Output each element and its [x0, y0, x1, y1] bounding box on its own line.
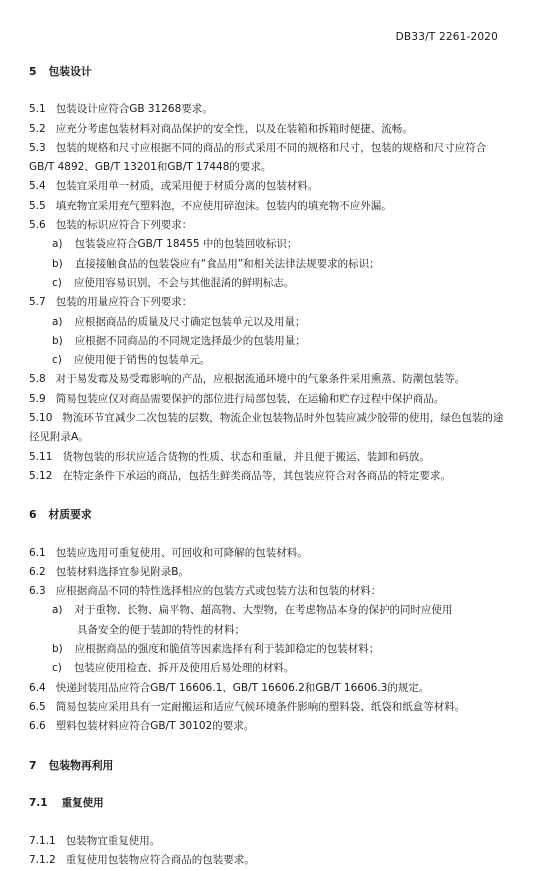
clause-6-6: 6.6 塑料包装材料应符合GB/T 30102的要求。	[29, 720, 255, 733]
clause-5-1: 5.1 包装设计应符合GB 31268要求。	[29, 103, 213, 116]
clause-6-1: 6.1 包装应选用可重复使用、可回收和可降解的包装材料。	[29, 546, 308, 559]
clause-5-7: 5.7 包装的用量应符合下列要求：	[29, 296, 193, 309]
list-item: a) 应根据商品的质量及尺寸确定包装单元以及用量；	[52, 315, 306, 328]
clause-5-11: 5.11 货物包装的形状应适合货物的性质、状态和重量，并且便于搬运、装卸和码放。	[29, 450, 430, 463]
list-item: c) 应使用容易识别，不会与其他混淆的鲜明标志。	[52, 276, 295, 289]
clause-5-10: 5.10 物流环节宜减少二次包装的层数，物流企业包装物品时外包装应减少胶带的使用，绿色包装的途径见附录A。	[29, 412, 504, 444]
list-item: a) 包装袋应符合GB/T 18455 中的包装回收标识；	[52, 238, 298, 251]
list-item: b) 应根据不同商品的不同规定选择最少的包装用量；	[52, 334, 306, 347]
list-item: b) 应根据商品的强度和脆值等因素选择有利于装卸稳定的包装材料；	[52, 643, 380, 656]
clause-5-3: 5.3 包装的规格和尺寸应根据不同的商品的形式采用不同的规格和尺寸，包装的规格和尺寸应符合GB/T 4892、GB/T 13201和GB/T 17448的要求。	[29, 141, 487, 174]
section-heading-7-1: 7.1 重复使用	[29, 796, 104, 809]
clause-5-8: 5.8 对于易发霉及易受霉影响的产品，应根据流通环境中的气象条件采用熏蒸、防潮包装等。	[29, 373, 466, 386]
list-item: c) 包装应使用检查、拆开及使用后易处理的材料。	[52, 662, 295, 675]
list-item: c) 应使用便于销售的包装单元。	[52, 354, 211, 367]
list-item: b) 直接接触食品的包装袋应有“食品用”和相关法律法规要求的标识；	[52, 257, 380, 270]
document-id: DB33/T 2261-2020	[395, 31, 498, 43]
clause-5-2: 5.2 应充分考虑包装材料对商品保护的安全性，以及在装箱和拆箱时便捷、流畅。	[29, 122, 413, 135]
clause-5-12: 5.12 在特定条件下承运的商品，包括生鲜类商品等，其包装应符合对各商品的特定要求。	[29, 469, 451, 482]
chapter-heading-6: 6 材质要求	[29, 508, 92, 522]
clause-7-1-1: 7.1.1 包装物宜重复使用。	[29, 835, 161, 848]
list-item: a) 对于重物、长物、扁平物、超高物、大型物，在考虑物品本身的保护的同时应使用 具备安全的便于装卸的特性的材料；	[52, 604, 453, 636]
clause-6-3: 6.3 应根据商品不同的特性选择相应的包装方式或包装方法和包装的材料：	[29, 585, 382, 598]
document-body	[29, 62, 507, 871]
clause-5-5: 5.5 填充物宜采用充气塑料泡，不应使用碎泡沫。包装内的填充物不应外漏。	[29, 199, 392, 212]
clause-6-2: 6.2 包装材料选择宜参见附录B。	[29, 565, 189, 578]
clause-5-9: 5.9 简易包装应仅对商品需要保护的部位进行局部包装，在运输和贮存过程中保护商品。	[29, 392, 445, 405]
clause-6-5: 6.5 简易包装应采用具有一定耐搬运和适应气候环境条件影响的塑料袋、纸袋和纸盒等材料。	[29, 700, 466, 713]
clause-5-6: 5.6 包装的标识应符合下列要求：	[29, 219, 193, 232]
clause-7-1-2: 7.1.2 重复使用包装物应符合商品的包装要求。	[29, 854, 255, 867]
clause-5-4: 5.4 包装宜采用单一材质，或采用便于材质分离的包装材料。	[29, 180, 319, 193]
chapter-heading-5: 5 包装设计	[29, 65, 92, 78]
clause-6-4: 6.4 快递封装用品应符合GB/T 16606.1、GB/T 16606.2和GB/T 16606.3的规定。	[29, 681, 430, 694]
chapter-heading-7: 7 包装物再利用	[29, 758, 114, 772]
